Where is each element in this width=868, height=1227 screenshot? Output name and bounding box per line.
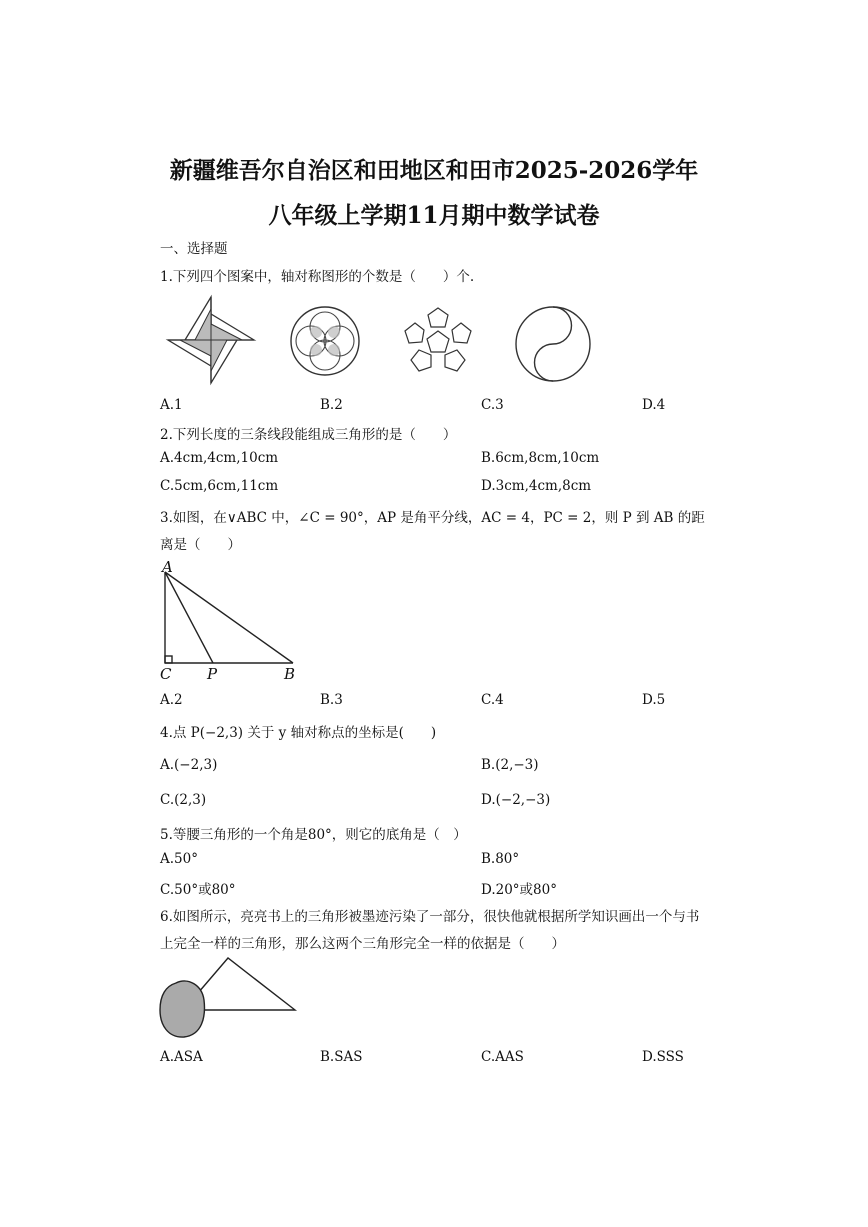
question-3-stem-line2: 离是（ ） <box>160 537 241 553</box>
ink-stained-triangle-figure <box>158 955 303 1045</box>
q2-option-d: D.3cm,4cm,8cm <box>481 478 592 494</box>
question-2-stem: 2.下列长度的三条线段能组成三角形的是（ ） <box>160 427 457 443</box>
q6-option-a: A.ASA <box>160 1049 203 1065</box>
q1-option-b: B.2 <box>320 397 343 413</box>
vertex-b-label: B <box>284 665 296 683</box>
q6-option-d: D.SSS <box>642 1049 684 1065</box>
question-6-stem-line2: 上完全一样的三角形，那么这两个三角形完全一样的依据是（ ） <box>160 936 565 952</box>
q4-option-c: C.(2,3) <box>160 792 207 808</box>
pinwheel-figure <box>165 294 257 386</box>
question-6-stem-line1: 6.如图所示，亮亮书上的三角形被墨迹污染了一部分，很快他就根据所学知识画出一个与书 <box>160 909 700 925</box>
q2-option-a: A.4cm,4cm,10cm <box>160 450 279 466</box>
q4-option-a: A.(−2,3) <box>160 757 218 773</box>
taiji-figure <box>514 305 592 383</box>
point-p-label: P <box>207 665 218 683</box>
question-1-stem: 1.下列四个图案中，轴对称图形的个数是（ ）个. <box>160 269 475 285</box>
q1-option-d: D.4 <box>642 397 666 413</box>
q3-option-d: D.5 <box>642 692 666 708</box>
q3-option-c: C.4 <box>481 692 504 708</box>
q5-option-b: B.80° <box>481 851 520 867</box>
vertex-a-label: A <box>162 558 173 576</box>
section-label: 一、选择题 <box>160 241 228 257</box>
page-title: 新疆维吾尔自治区和田地区和田市2025-2026学年 <box>169 157 699 184</box>
q6-option-c: C.AAS <box>481 1049 524 1065</box>
q6-option-b: B.SAS <box>320 1049 363 1065</box>
q3-option-b: B.3 <box>320 692 343 708</box>
q4-option-b: B.(2,−3) <box>481 757 539 773</box>
question-4-stem: 4.点 P(−2,3) 关于 y 轴对称点的坐标是( ) <box>160 725 437 741</box>
page-subtitle: 八年级上学期11月期中数学试卷 <box>268 202 600 229</box>
question-3-stem-line1: 3.如图，在∨ABC 中，∠C = 90°，AP 是角平分线，AC = 4，PC = 2，则 P 到 AB 的距 <box>160 510 705 526</box>
q4-option-d: D.(−2,−3) <box>481 792 551 808</box>
q1-option-a: A.1 <box>160 397 183 413</box>
question-5-stem: 5.等腰三角形的一个角是80°，则它的底角是（ ） <box>160 827 467 843</box>
vertex-c-label: C <box>160 665 172 683</box>
q2-option-c: C.5cm,6cm,11cm <box>160 478 279 494</box>
q1-option-c: C.3 <box>481 397 504 413</box>
q5-option-c: C.50°或80° <box>160 882 236 898</box>
q5-option-a: A.50° <box>160 851 198 867</box>
q3-option-a: A.2 <box>160 692 183 708</box>
q2-option-b: B.6cm,8cm,10cm <box>481 450 600 466</box>
petal-circle-figure <box>289 305 361 377</box>
pentagon-ring-figure <box>401 305 475 377</box>
q5-option-d: D.20°或80° <box>481 882 557 898</box>
